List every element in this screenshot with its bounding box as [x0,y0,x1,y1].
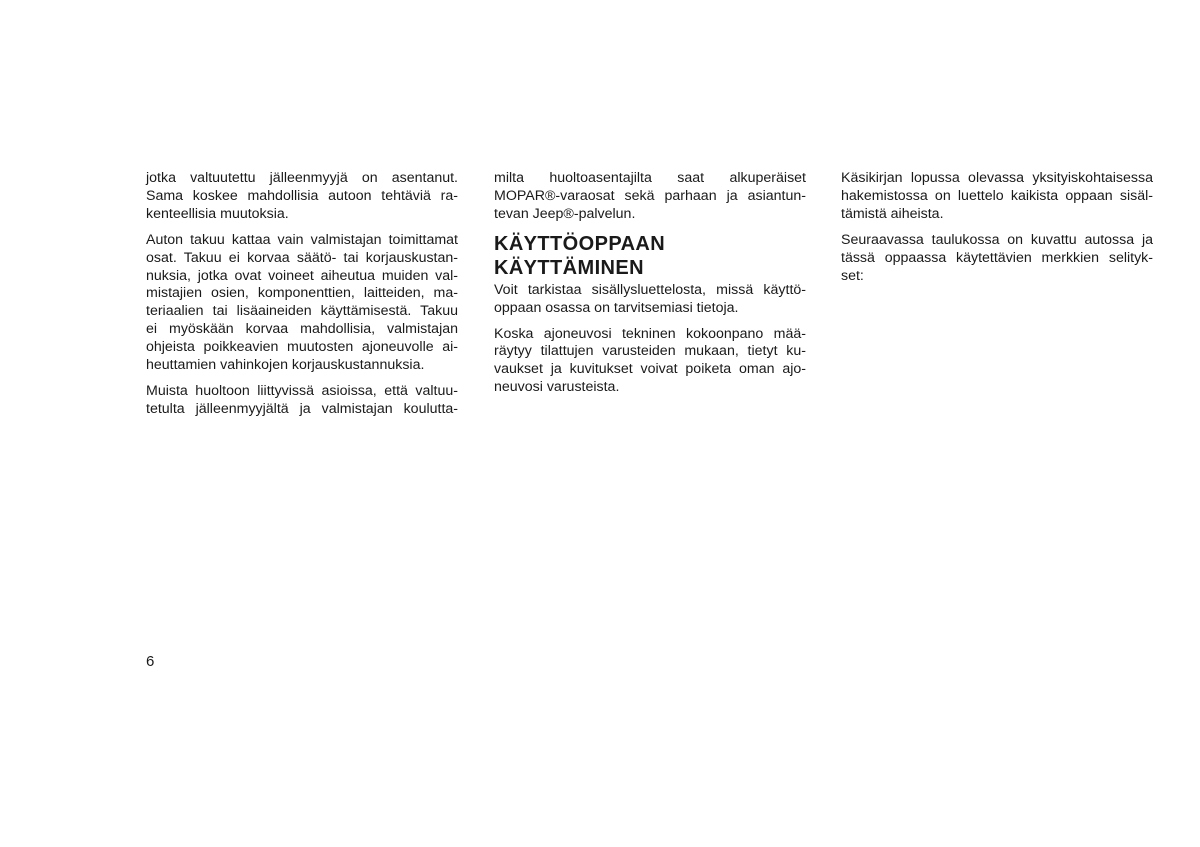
text-line: Käsikirjan lopussa olevassa yksityiskohtaisessa [841,170,1153,186]
text-line: Koska ajoneuvosi tekninen kokoonpano mää- [494,325,806,342]
text-line: tevan Jeep®-palvelun. [494,205,636,222]
text-line: ei myöskään korvaa mahdollisia, valmistajan [146,321,458,338]
text-line: jotka valtuutettu jälleenmyyjä on asentanut. [146,170,458,186]
paragraph [494,170,806,224]
text-line: MOPAR®-varaosat sekä parhaan ja asiantun- [494,187,806,204]
text-line: räytyy tilattujen varusteiden mukaan, tietyt ku- [494,343,806,360]
paragraph [841,170,1153,224]
heading-line: KÄYTTÖOPPAAN [494,232,666,255]
text-line: Seuraavassa taulukossa on kuvattu autossa ja [841,231,1153,248]
paragraph [146,232,458,375]
text-line: osat. Takuu ei korvaa säätö- tai korjauskustan- [146,249,458,266]
text-line: tässä oppaassa käytettävien merkkien selityk- [841,249,1153,266]
text-line: vaukset ja kuvitukset voivat poiketa oman ajo- [494,361,806,378]
text-line: Voit tarkistaa sisällysluettelosta, missä käyttö- [494,281,806,298]
text-line: teriaalien tai lisäaineiden käyttämisestä. Takuu [146,303,458,320]
text-line: Muista huoltoon liittyvissä asioissa, että valtuu- [146,382,458,399]
text-line: Auton takuu kattaa vain valmistajan toimittamat [146,231,458,248]
text-line: heuttamien vahinkojen korjauskustannuksia. [146,357,425,374]
text-line: hakemistossa on luettelo kaikista oppaan sisäl- [841,187,1153,204]
text-line: Sama koskee mahdollisia autoon tehtäviä ra- [146,187,458,204]
paragraph [841,232,1153,286]
text-line: tämistä aiheista. [841,205,944,222]
text-line: neuvosi varusteista. [494,379,620,396]
text-line: tetulta jälleenmyyjältä ja valmistajan koulutta- [146,400,458,417]
paragraph [494,326,806,398]
text-column-3 [841,170,1153,293]
text-column-2 [494,170,806,405]
text-line: oppaan osassa on tarvitsemiasi tietoja. [494,299,739,316]
text-line: mistajien osien, komponenttien, laitteiden, ma- [146,285,458,302]
paragraph [146,170,458,224]
section-heading [494,232,806,280]
text-line: ohjeista poikkeavien muutosten ajoneuvolle ai- [146,339,458,356]
text-column-1 [146,170,458,427]
text-line: milta huoltoasentajilta saat alkuperäiset [494,170,806,186]
text-line: set: [841,267,864,284]
paragraph [146,383,458,419]
page-number: 6 [146,653,155,670]
heading-line: KÄYTTÄMINEN [494,256,644,279]
text-line: kenteellisia muutoksia. [146,205,289,222]
paragraph [494,282,806,318]
text-line: nuksia, jotka ovat voineet aiheutua muiden val- [146,267,458,284]
